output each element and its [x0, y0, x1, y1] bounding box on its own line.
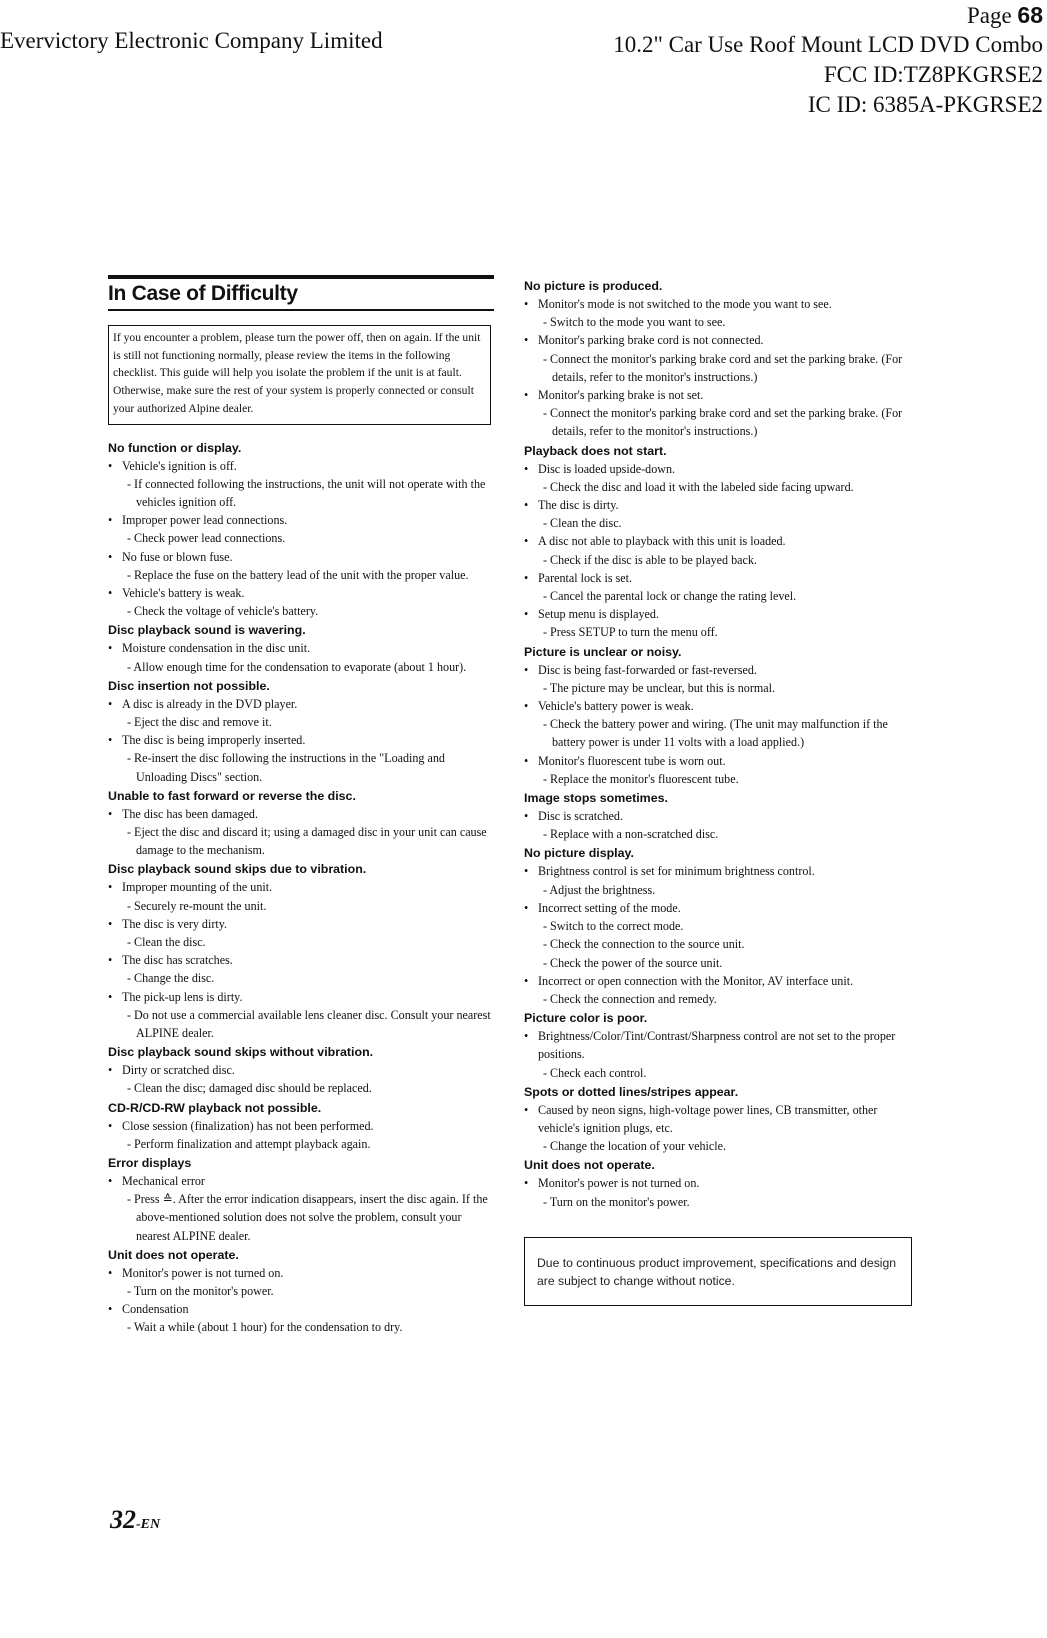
problem-item [524, 295, 914, 313]
problem-text: The pick-up lens is dirty. [122, 989, 243, 1004]
bullet-icon: • [108, 696, 113, 711]
bullet-icon: • [108, 513, 113, 528]
problem-item [108, 639, 496, 657]
footer-suffix: -EN [136, 1517, 161, 1532]
bullet-icon: • [524, 570, 529, 585]
remedy-text: - Check each control. [543, 1065, 647, 1080]
remedy-text: - Replace the fuse on the battery lead of the unit with the proper value. [127, 567, 469, 582]
bullet-icon: • [524, 1029, 529, 1044]
problem-text: Dirty or scratched disc. [122, 1063, 235, 1078]
section-heading: Disc playback sound is wavering. [108, 623, 306, 638]
bullet-icon: • [108, 1265, 113, 1280]
remedy-text: - Turn on the monitor's power. [127, 1284, 274, 1299]
problem-text: A disc is already in the DVD player. [122, 696, 298, 711]
bullet-icon: • [108, 733, 113, 748]
company-name: Evervictory Electronic Company Limited [0, 28, 383, 53]
problem-text: Disc is loaded upside-down. [538, 461, 676, 476]
remedy-text: - Press SETUP to turn the menu off. [543, 625, 718, 640]
problem-item [524, 661, 914, 679]
problem-item [108, 1061, 496, 1079]
problem-item [524, 899, 914, 917]
remedy-text: - Connect the monitor's parking brake cord and set the parking brake. (For details, refer to the monitor's instructions.) [543, 351, 903, 384]
problem-item [524, 807, 914, 825]
bullet-icon: • [524, 498, 529, 513]
remedy-text: - Securely re-mount the unit. [127, 898, 267, 913]
remedy-text: - Change the location of your vehicle. [543, 1139, 727, 1154]
problem-item [108, 457, 496, 475]
section-heading: Unit does not operate. [524, 1158, 655, 1173]
problem-item [108, 584, 496, 602]
bullet-icon: • [524, 809, 529, 824]
bullet-icon: • [108, 458, 113, 473]
remedy-text: - Check if the disc is able to be played back. [543, 552, 757, 567]
remedy-text: - Turn on the monitor's power. [543, 1194, 690, 1209]
bullet-icon: • [524, 699, 529, 714]
remedy-text: - Eject the disc and discard it; using a damaged disc in your unit can cause damage to the mechanism. [127, 824, 487, 858]
page-number: 68 [1017, 2, 1043, 28]
problem-item [108, 1117, 496, 1135]
fcc-id: FCC ID:TZ8PKGRSE2 [823, 62, 1043, 87]
section-heading: Playback does not start. [524, 443, 667, 458]
remedy-text: - Switch to the mode you want to see. [543, 315, 726, 330]
problem-text: Condensation [122, 1302, 189, 1317]
problem-item [108, 511, 496, 529]
remedy-text: - Allow enough time for the condensation to evaporate (about 1 hour). [127, 659, 467, 674]
problem-text: Setup menu is displayed. [538, 607, 659, 622]
problem-text: The disc has been damaged. [122, 806, 259, 821]
problem-text: Improper mounting of the unit. [122, 880, 273, 895]
remedy-text: - Check the connection and remedy. [543, 991, 717, 1006]
problem-text: Monitor's power is not turned on. [538, 1176, 700, 1191]
problem-text: Parental lock is set. [538, 570, 633, 585]
remedy-text: - Check the voltage of vehicle's battery. [127, 604, 319, 619]
problem-item [524, 460, 914, 478]
problem-item [524, 569, 914, 587]
remedy-text: - Change the disc. [127, 971, 215, 986]
problem-item [108, 695, 496, 713]
problem-item [108, 988, 496, 1006]
problem-item [108, 915, 496, 933]
section-heading: Disc insertion not possible. [108, 678, 270, 693]
problem-item [524, 697, 914, 715]
section-heading: No picture is produced. [524, 279, 663, 293]
bullet-icon: • [524, 297, 529, 311]
bullet-icon: • [108, 806, 113, 821]
problem-item [524, 972, 914, 990]
problem-item [108, 951, 496, 969]
problem-text: Disc is scratched. [538, 809, 623, 824]
remedy-text: - Check the battery power and wiring. (The unit may malfunction if the battery power is under 11 volts with a load applied.) [543, 717, 888, 750]
bullet-icon: • [108, 953, 113, 968]
problem-item [524, 331, 914, 349]
section-title: In Case of Difficulty [108, 282, 298, 305]
remedy-text: - Replace with a non-scratched disc. [543, 827, 719, 842]
bullet-icon: • [524, 662, 529, 677]
problem-item [108, 1300, 496, 1318]
problem-text: A disc not able to playback with this unit is loaded. [538, 534, 786, 549]
bullet-icon: • [524, 864, 529, 879]
bullet-icon: • [524, 753, 529, 768]
section-heading: Picture color is poor. [524, 1011, 648, 1026]
section-heading: No function or display. [108, 440, 242, 455]
remedy-text: - Clean the disc; damaged disc should be replaced. [127, 1081, 372, 1096]
remedy-text: - Perform finalization and attempt playback again. [127, 1136, 371, 1151]
remedy-text: - Switch to the correct mode. [543, 919, 684, 934]
problem-text: Monitor's fluorescent tube is worn out. [538, 753, 726, 768]
remedy-text: - Check the connection to the source unit. [543, 937, 745, 952]
problem-text: Close session (finalization) has not been performed. [122, 1118, 374, 1133]
footer-page-number [110, 1505, 160, 1535]
page-number-line [613, 0, 1043, 30]
bullet-icon: • [108, 1302, 113, 1317]
section-heading: Disc playback sound skips due to vibration. [108, 862, 367, 877]
right-column [524, 276, 914, 1306]
problem-item [524, 532, 914, 550]
section-heading: Unable to fast forward or reverse the disc. [108, 788, 356, 803]
ic-id: IC ID: 6385A-PKGRSE2 [807, 92, 1043, 117]
bullet-icon: • [524, 607, 529, 622]
bullet-icon: • [524, 1102, 529, 1117]
problem-text: Incorrect setting of the mode. [538, 900, 681, 915]
remedy-text: - Re-insert the disc following the instructions in the "Loading and Unloading Discs" section. [127, 751, 445, 784]
remedy-text: - Do not use a commercial available lens cleaner disc. Consult your nearest ALPINE dealer. [127, 1007, 491, 1040]
section-heading: No picture display. [524, 846, 634, 861]
problem-text: Monitor's mode is not switched to the mode you want to see. [538, 297, 832, 311]
header-block [613, 0, 1043, 120]
page-label: Page [966, 3, 1012, 28]
remedy-text: - Clean the disc. [543, 516, 622, 531]
footer-number: 32 [110, 1505, 136, 1534]
problem-item [524, 386, 914, 404]
problem-item [108, 805, 496, 823]
problem-text: Caused by neon signs, high-voltage power lines, CB transmitter, other vehicle's ignition plugs, etc. [538, 1102, 878, 1135]
bullet-icon: • [524, 534, 529, 549]
problem-text: No fuse or blown fuse. [122, 549, 233, 564]
problem-item [524, 752, 914, 770]
bullet-icon: • [108, 880, 113, 895]
left-column [108, 275, 496, 1337]
problem-text: Brightness control is set for minimum brightness control. [538, 864, 815, 879]
bullet-icon: • [108, 585, 113, 600]
bullet-icon: • [524, 333, 529, 348]
problem-text: Incorrect or open connection with the Monitor, AV interface unit. [538, 973, 854, 988]
bullet-icon: • [108, 641, 113, 656]
remedy-text: - Press ≙. After the error indication disappears, insert the disc again. If the above-mentioned solution does not solve the problem, consult your nearest ALPINE dealer. [127, 1192, 488, 1243]
title-rule-bottom [108, 309, 494, 311]
bullet-icon: • [524, 388, 529, 403]
intro-box: If you encounter a problem, please turn the power off, then on again. If the unit is still not functioning normally, please review the items in the following checklist. This guide will help you isolate the problem if the unit is at fault. Otherwise, make sure the rest of your system is properly connected or consult your authorized Alpine dealer. [108, 325, 491, 425]
problem-text: Improper power lead connections. [122, 513, 288, 528]
bullet-icon: • [108, 916, 113, 931]
problem-text: Vehicle's ignition is off. [122, 458, 237, 473]
problem-item [524, 1101, 914, 1137]
problem-item [108, 878, 496, 896]
remedy-text: - Cancel the parental lock or change the rating level. [543, 589, 797, 604]
remedy-text: - Replace the monitor's fluorescent tube. [543, 771, 739, 786]
bullet-icon: • [108, 1118, 113, 1133]
problem-item [108, 731, 496, 749]
bullet-icon: • [108, 549, 113, 564]
bullet-icon: • [524, 900, 529, 915]
problem-text: Disc is being fast-forwarded or fast-reversed. [538, 662, 757, 677]
remedy-text: - Adjust the brightness. [543, 882, 656, 897]
remedy-text: - Connect the monitor's parking brake cord and set the parking brake. (For details, refer to the monitor's instructions.) [543, 406, 903, 439]
bullet-icon: • [108, 989, 113, 1004]
section-heading: Unit does not operate. [108, 1247, 239, 1262]
bullet-icon: • [108, 1063, 113, 1078]
bullet-icon: • [524, 1176, 529, 1191]
section-heading: Image stops sometimes. [524, 791, 668, 806]
problem-item [524, 496, 914, 514]
problem-text: Monitor's parking brake cord is not connected. [538, 333, 764, 348]
left-troubleshooting-list [108, 439, 496, 1337]
remedy-text: - Check the power of the source unit. [543, 955, 723, 970]
right-troubleshooting-list [524, 277, 914, 1211]
problem-text: Vehicle's battery power is weak. [538, 699, 694, 714]
problem-text: Moisture condensation in the disc unit. [122, 641, 311, 656]
problem-item [108, 548, 496, 566]
remedy-text: - Clean the disc. [127, 934, 206, 949]
product-title: 10.2" Car Use Roof Mount LCD DVD Combo [613, 32, 1043, 57]
problem-text: Vehicle's battery is weak. [122, 585, 245, 600]
problem-item [108, 1172, 496, 1190]
problem-item [108, 1264, 496, 1282]
section-heading: Picture is unclear or noisy. [524, 644, 682, 659]
problem-text: Mechanical error [122, 1174, 205, 1189]
section-heading: Spots or dotted lines/stripes appear. [524, 1084, 739, 1099]
bullet-icon: • [524, 973, 529, 988]
problem-text: The disc has scratches. [122, 953, 233, 968]
remedy-text: - The picture may be unclear, but this is normal. [543, 680, 776, 695]
remedy-text: - Eject the disc and remove it. [127, 714, 272, 729]
bullet-icon: • [108, 1174, 113, 1189]
problem-item [524, 605, 914, 623]
problem-item [524, 1027, 914, 1063]
problem-text: The disc is dirty. [538, 498, 619, 513]
remedy-text: - Check the disc and load it with the labeled side facing upward. [543, 479, 854, 494]
remedy-text: - If connected following the instructions, the unit will not operate with the vehicles ignition off. [127, 476, 486, 509]
problem-text: The disc is very dirty. [122, 916, 228, 931]
problem-text: Brightness/Color/Tint/Contrast/Sharpness control are not set to the proper positions. [538, 1029, 896, 1062]
problem-text: The disc is being improperly inserted. [122, 733, 306, 748]
section-heading: Error displays [108, 1156, 192, 1171]
section-heading: Disc playback sound skips without vibration. [108, 1045, 374, 1060]
problem-item [524, 1174, 914, 1192]
bullet-icon: • [524, 461, 529, 476]
section-heading: CD-R/CD-RW playback not possible. [108, 1100, 322, 1115]
problem-text: Monitor's power is not turned on. [122, 1265, 284, 1280]
problem-item [524, 862, 914, 880]
remedy-text: - Check power lead connections. [127, 531, 286, 546]
problem-text: Monitor's parking brake is not set. [538, 388, 704, 403]
remedy-text: - Wait a while (about 1 hour) for the condensation to dry. [127, 1320, 403, 1335]
notice-box: Due to continuous product improvement, specifications and design are subject to change without notice. [524, 1237, 912, 1306]
